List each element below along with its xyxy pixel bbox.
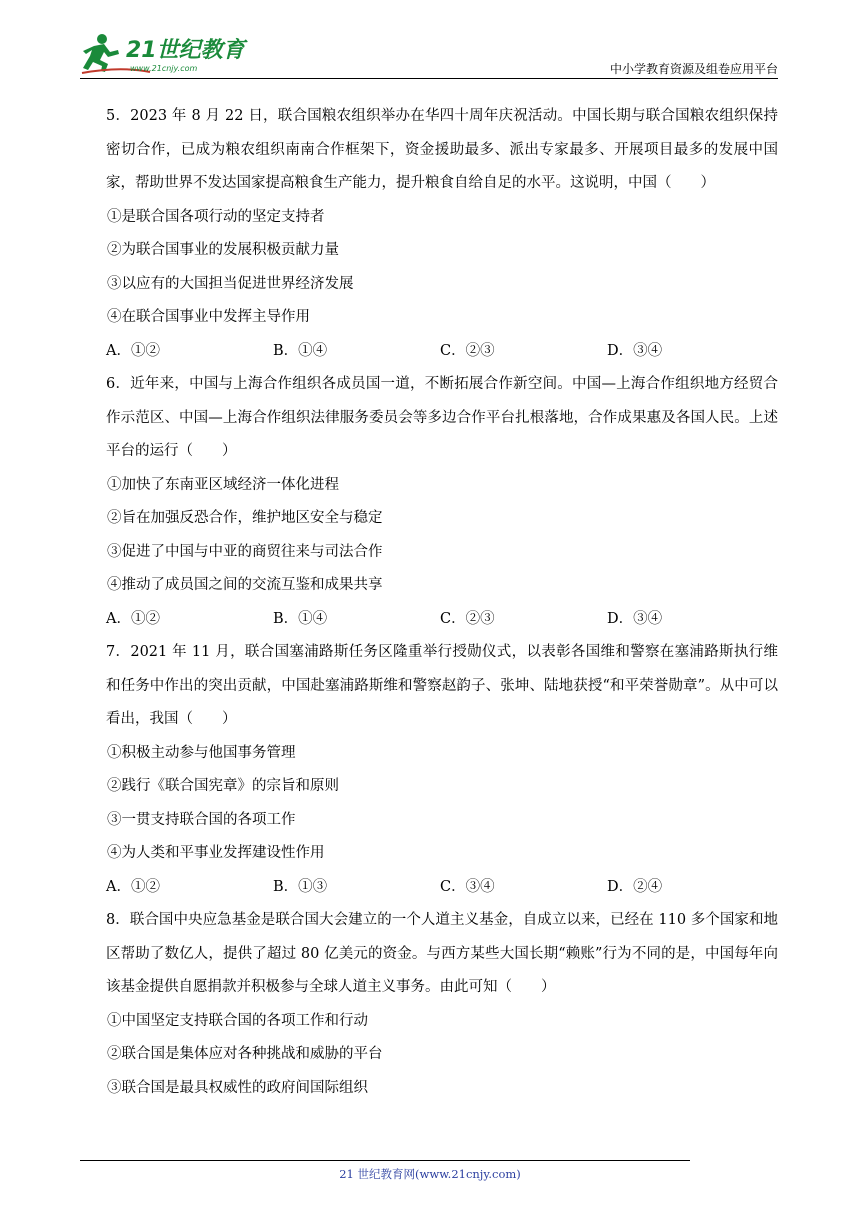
question-list	[106, 100, 778, 1105]
page-header	[80, 30, 778, 80]
statement-option: ③联合国是最具权威性的政府间国际组织	[107, 1079, 368, 1096]
answer-choice[interactable]: D．②④	[607, 878, 663, 895]
question-block	[106, 100, 778, 368]
answer-choice[interactable]: B．①③	[273, 878, 328, 895]
statement-option: ②践行《联合国宪章》的宗旨和原则	[107, 778, 339, 794]
answer-choices	[106, 603, 778, 637]
statement-option: ④为人类和平事业发挥建设性作用	[107, 845, 325, 861]
question-block	[106, 636, 778, 904]
statement-option: ④在联合国事业中发挥主导作用	[107, 309, 310, 325]
question-stem: 8．联合国中央应急基金是联合国大会建立的一个人道主义基金，自成立以来，已经在 110 多个国家和地区帮助了数亿人，提供了超过 80 亿美元的资金。与西方某些大国长期“赖账”行为不同的是，中国每年向该基金提供自愿捐款并积极参与全球人道主义事务。由此可知（ ）	[106, 912, 778, 995]
logo-text: 21世纪教育	[126, 38, 245, 63]
logo-url: www.21cnjy.com	[130, 64, 198, 73]
answer-choices	[106, 335, 778, 369]
statement-option: ①中国坚定支持联合国的各项工作和行动	[107, 1012, 368, 1029]
statement-option: ③以应有的大国担当促进世界经济发展	[107, 275, 354, 292]
statement-option: ③一贯支持联合国的各项工作	[107, 811, 296, 828]
header-divider	[80, 78, 778, 79]
answer-choice[interactable]: A．①②	[106, 610, 160, 627]
answer-choice[interactable]: C．③④	[440, 878, 495, 895]
question-stem: 6．近年来，中国与上海合作组织各成员国一道，不断拓展合作新空间。中国—上海合作组织地方经贸合作示范区、中国—上海合作组织法律服务委员会等多边合作平台扎根落地，合作成果惠及各国人民。上述平台的运行（ ）	[106, 376, 778, 459]
answer-choice[interactable]: A．①②	[106, 878, 160, 895]
answer-choice[interactable]: C．②③	[440, 342, 495, 359]
question-block	[106, 904, 778, 1105]
answer-choice[interactable]: D．③④	[607, 610, 663, 627]
answer-choice[interactable]: A．①②	[106, 342, 160, 359]
statement-option: ②为联合国事业的发展积极贡献力量	[107, 242, 339, 258]
statement-option: ①加快了东南亚区域经济一体化进程	[107, 476, 339, 493]
question-stem: 5．2023 年 8 月 22 日，联合国粮农组织举办在华四十周年庆祝活动。中国长期与联合国粮农组织保持密切合作，已成为粮农组织南南合作框架下，资金援助最多、派出专家最多、开展项目最多的发展中国家，帮助世界不发达国家提高粮食生产能力，提升粮食自给自足的水平。这说明，中国（ ）	[106, 108, 778, 191]
platform-tagline: 中小学教育资源及组卷应用平台	[609, 62, 778, 76]
question-stem: 7．2021 年 11 月，联合国塞浦路斯任务区隆重举行授勋仪式，以表彰各国维和警察在塞浦路斯执行维和任务中作出的突出贡献，中国赴塞浦路斯维和警察赵韵子、张坤、陆地获授“和平荣誉勋章”。从中可以看出，我国（ ）	[106, 644, 778, 727]
statement-option: ②旨在加强反恐合作，维护地区安全与稳定	[107, 510, 383, 526]
answer-choice[interactable]: D．③④	[607, 342, 663, 359]
footer-link[interactable]: 21 世纪教育网(www.21cnjy.com)	[339, 1167, 521, 1181]
statement-option: ④推动了成员国之间的交流互鉴和成果共享	[107, 577, 383, 593]
answer-choices	[106, 871, 778, 905]
answer-choice[interactable]: B．①④	[273, 610, 328, 627]
runner-logo-icon	[80, 30, 250, 76]
answer-choice[interactable]: B．①④	[273, 342, 328, 359]
statement-option: ③促进了中国与中亚的商贸往来与司法合作	[107, 543, 383, 560]
answer-choice[interactable]: C．②③	[440, 610, 495, 627]
site-logo[interactable]	[80, 30, 250, 76]
footer-divider	[80, 1160, 690, 1161]
statement-option: ①积极主动参与他国事务管理	[107, 744, 296, 761]
question-block	[106, 368, 778, 636]
statement-option: ①是联合国各项行动的坚定支持者	[107, 208, 325, 225]
statement-option: ②联合国是集体应对各种挑战和威胁的平台	[107, 1046, 383, 1062]
